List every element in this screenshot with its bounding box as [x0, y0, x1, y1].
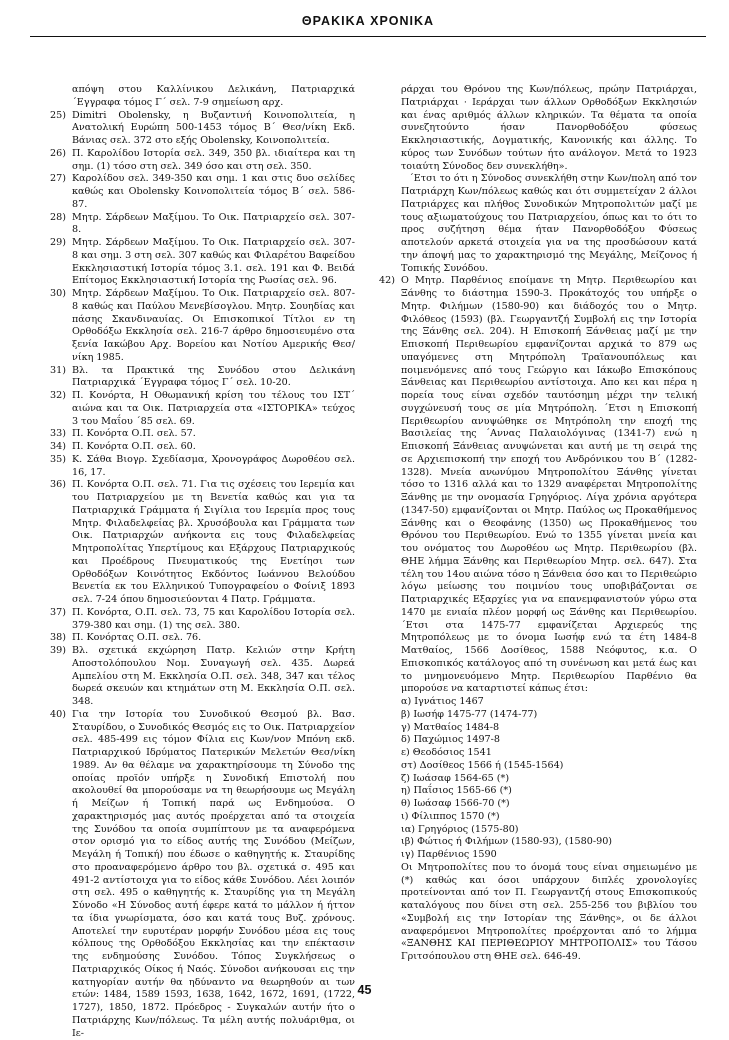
footnote-text: Βλ. σχετικά εκχώρηση Πατρ. Κελιών στην Κρήτη Αποστολόπουλου Νομ. Συναγωγή σελ. 435. Δωρεά Αμπελίου στη Μ. Εκκλησία Ο.Π. σελ. 348, 347 και τέλος δωρεά σκευών και κτημάτων στη Μ. Εκκλησία Ο.Π. σελ. 348. — [72, 645, 355, 709]
footnote — [40, 479, 355, 607]
right-column — [369, 84, 697, 964]
bishop-list-item: ι) Φίλιππος 1570 (*) — [369, 811, 697, 824]
footnote-number: 33) — [40, 428, 72, 441]
footnote-text: Για την Ιστορία του Συνοδικού Θεσμού βλ. Βασ. Σταυρίδου, ο Συνοδικός Θεσμός εις το Οικ. Πατριαρχείον σελ. 485-499 εις τόμον Φίλια εις Κων/νον Μπόνη εκδ. Πατριαρχικού Ιδρύματος Πατερικών Μελετών Θεσ/νίκη 1989. Αν θα θέλαμε να χαρακτηρίσουμε τη Σύνοδο της οποίας προϊόν υπήρξε η Συνοδική Επιστολή που ακολουθεί θα μπορούσαμε να τη θεωρήσουμε ως Μεγάλη ή Μείζων ή Τοπική παρά ως Ενδημούσα. Ο χαρακτηρισμός μας αυτός προέρχεται από τα στοιχεία της Συνόδου τα οποία συμπίπτουν με τα αναφερόμενα στον ορισμό για το είδος αυτής της Συνόδου (Μείζων, Μεγάλη ή Τοπική) που έδωσε ο καθηγητής κ. Σταυρίδης στο προαναφερόμενο άρθρο του βλ. σχετικά σ. 495 και 491-2 αντίστοιχα για το είδος κάθε Συνόδου. Λέει λοιπόν στη σελ. 495 ο καθηγητής κ. Σταυρίδης για τη Μεγάλη Σύνοδο «Η Σύνοδος αυτή έφερε κατά το μάλλον ή ήττον τα ίδια γνωρίσματα, όσο και κατά τους Βυζ. χρόνους. Αποτελεί την ευρυτέραν μορφήν Συνόδου μέσα εις τους κόλπους της Ορθοδόξου Εκκλησίας και την επέκτασιν της ενδημούσης Συνόδου. Τόπος Συγκλήσεως ο Πατριαρχικός Οίκος ή Ναός. Σύνοδοι ανήκουσαι εις την κατηγορίαν αυτήν θα ηδύναντο να θεωρηθούν αι των ετών: 1484, 1589 1593, 1638, 1642, 1672, 1691, (1722, 1727), 1850, 1872. Πρόεδρος - Συγκαλών αυτήν ήτο ο Πατριάρχης Κων/πόλεως. Τα μέλη αυτής πολυάριθμα, οι Ιε- — [72, 709, 355, 1040]
footnote — [40, 607, 355, 633]
footnote — [40, 441, 355, 454]
bishop-list-item: β) Ιωσήφ 1475-77 (1474-77) — [369, 709, 697, 722]
footnote-number: 36) — [40, 479, 72, 607]
footnote-42 — [369, 275, 697, 696]
footnote — [40, 237, 355, 288]
footnote-number: 40) — [40, 709, 72, 1040]
footnote-text: Π. Κονόρτα Ο.Π. σελ. 57. — [72, 428, 355, 441]
footnote-text: Καρολίδου σελ. 349-350 και σημ. 1 και στις δυο σελίδες καθώς και Obolensky Κοινοπολιτεία τόμος Β΄ σελ. 586-87. — [72, 173, 355, 211]
journal-title: ΘΡΑΚΙΚΑ ΧΡΟΝΙΚΑ — [30, 14, 706, 28]
footnote-number: 30) — [40, 288, 72, 365]
footnote-text: Ο Μητρ. Παρθένιος εποίμανε τη Μητρ. Περιθεωρίου και Ξάνθης το διάστημα 1590-3. Προκάτοχός του υπήρξε ο Μητρ. Φιλήμων (1580-90) και διάδοχός του ο Μητρ. Φιλόθεος (1593) (βλ. Γεωργαντζή Συμβολή εις την Ιστορία της Ξάνθης σελ. 204). Η Επισκοπή Ξάνθειας μαζί με την Επισκοπή Περιθεωρίου εμφανίζονται αρχικά το 879 ως υπαγόμενες στη Μητρόπολη Τραϊανουπόλεως και ποιμενόμενες από τους Γεώργιο και Ιάκωβο Επισκόπους Ξάνθειας και Περιθεωρίου αντίστοιχα. Απο κει και πέρα η πορεία τους είναι σχεδόν ταυτόσημη μέχρι την τελική συγχώνευσή τους σε μία Μητρόπολη. ΄Ετσι η Επισκοπή Περιθεωρίου ανυψώθηκε σε Μητρόπολη την εποχή της Βασιλείας της ΄Αννας Παλαιολόγινας (1341-7) ενώ η Επισκοπή Ξάνθειας ανυψώνεται και αυτή με τη σειρά της σε Αρχιεπισκοπή την εποχή του Ανδρόνικου του Β΄ (1282-1328). Μνεία ανωνύμου Μητροπολίτου Ξάνθης γίνεται τόσο το 1316 αλλά και το 1329 αναφέρεται Μητροπολίτης Ξάνθης με την ονομασία Γρηγόριος. Λίγα χρόνια αργότερα (1347-50) εμφανίζονται οι Μητρ. Παύλος ως Προκαθήμενος Ξάνθης και ο Θεοφάνης (1350) ως Προκαθήμενος του Θρόνου του Περιθεωρίου. Ενώ το 1355 γίνεται μνεία και του ονόματος του Δωροθέου ως Μητρ. Περιθεωρίου (βλ. ΘΗΕ λήμμα Ξάνθης και Περιθεωρίου Μητρ. σελ. 647). Στα τέλη του 14ου αιώνα τόσο η Ξάνθεια όσο και το Περιθεώριο λόγω μείωσης του ποιμνίου τους υποβιβάζονται σε Πατριαρχικές Εξαρχίες για να επανεμφανιστούν γύρω στα 1470 με ενιαία πλέον μορφή ως Ξάνθης και Περιθεωρίου. ΄Ετσι στα 1475-77 εμφανίζεται Αρχιερεύς της Μητροπόλεως με το όνομα Ιωσήφ ενώ τα έτη 1484-8 Ματθαίος, 1566 Δοσίθεος, 1588 Νεόφυτος, κ.α. Ο Επισκοπικός κατάλογος από τη συνένωση και μετά έως και το μνημονευόμενο Μητρ. Περιθεωρίου Παρθένιο θα μπορούσε να καταρτιστεί κάπως έτσι: — [401, 275, 697, 696]
footnote-number: 34) — [40, 441, 72, 454]
note-continuation: ράρχαι του Θρόνου της Κων/πόλεως, πρώην Πατριάρχαι, Πατριάρχαι · Ιεράρχαι των άλλων Ορθοδόξων Εκκλησιών και ένας αριθμός άλλων κληρικών. Τα θέματα τα οποία συνεζητούντο ήσαν Πανορθοδόξου φύσεως Εκκλησιαστικής, Δογματικής, Κανονικής και άλλης. Το κύρος των Συνόδων τούτων ήτο ανάλογον. Μετά το 1923 τοιαύτη Σύνοδος δεν συνεκλήθη». — [369, 84, 697, 173]
bishop-list-item: θ) Ιωάσαφ 1566-70 (*) — [369, 798, 697, 811]
footnote-number: 26) — [40, 148, 72, 174]
footnote-number: 31) — [40, 365, 72, 391]
footnote-text: Μητρ. Σάρδεων Μαξίμου. Το Οικ. Πατριαρχείο σελ. 807-8 καθώς και Παύλου Μενεβίσογλου. Μητρ. Σουηδίας και πάσης Σκανδιναυίας. Οι Επισκοπικοί Τίτλοι εν τη Ορθοδόξω Εκκλησία σελ. 216-7 άρθρο δημοσιευμένο στα ξενία Ιακώβου Αρχ. Βορείου και Νοτίου Αμερικής Θεσ/νίκη 1985. — [72, 288, 355, 365]
footnote — [40, 645, 355, 709]
footnote-text: Π. Καρολίδου Ιστορία σελ. 349, 350 βλ. ιδιαίτερα και τη σημ. (1) τόσο στη σελ. 349 όσο και στη σελ. 350. — [72, 148, 355, 174]
footnote-text: Dimitri Obolensky, η Βυζαντινή Κοινοπολιτεία, η Ανατολική Ευρώπη 500-1453 τόμος Β΄ Θεσ/νίκη Εκδ. Βάνιας σελ. 372 στο εξής Obolensky, Κοινοπολιτεία. — [72, 110, 355, 148]
left-column — [40, 84, 355, 1040]
footnote-text: Π. Κονόρτας Ο.Π. σελ. 76. — [72, 632, 355, 645]
footnote-text: Π. Κονόρτα, Η Οθωμανική κρίση του τέλους του ΙΣΤ΄ αιώνα και τα Οικ. Πατριαρχεία στα «ΙΣΤΟΡΙΚΑ» τεύχος 3 του Μαΐου ΄85 σελ. 69. — [72, 390, 355, 428]
footnote — [40, 173, 355, 211]
footnote-text: Μητρ. Σάρδεων Μαξίμου. Το Οικ. Πατριαρχείο σελ. 307-8. — [72, 212, 355, 238]
footnote-number: 27) — [40, 173, 72, 211]
footnote — [40, 148, 355, 174]
footnote-number: 32) — [40, 390, 72, 428]
bishop-list — [369, 696, 697, 862]
bishop-list-item: στ) Δοσίθεος 1566 ή (1545-1564) — [369, 760, 697, 773]
footnote-text: Π. Κονόρτα, Ο.Π. σελ. 73, 75 και Καρολίδου Ιστορία σελ. 379-380 και σημ. (1) της σελ. 380. — [72, 607, 355, 633]
footnote-number: 37) — [40, 607, 72, 633]
bishop-list-item: ιβ) Φώτιος ή Φιλήμων (1580-93), (1580-90) — [369, 836, 697, 849]
bishop-list-item: ε) Θεοδόσιος 1541 — [369, 747, 697, 760]
footnote — [40, 288, 355, 365]
bishop-list-item: η) Παΐσιος 1565-66 (*) — [369, 785, 697, 798]
footnote-number: 29) — [40, 237, 72, 288]
bishop-list-item: α) Ιγνάτιος 1467 — [369, 696, 697, 709]
closing-paragraph: Οι Μητροπολίτες που το όνομά τους είναι σημειωμένο με (*) καθώς και όσοι υπάρχουν διπλές χρονολογίες προτείνονται από τον Π. Γεωργαντζή στους Επισκοπικούς καταλόγους που δίνει στη σελ. 255-256 του βιβλίου του «Συμβολή εις την Ιστορίαν της Ξάνθης», οι δε άλλοι αναφερόμενοι Μητροπολίτες προέρχονται από το λήμμα «ΞΑΝΘΗΣ ΚΑΙ ΠΕΡΙΘΕΩΡΙΟΥ ΜΗΤΡΟΠΟΛΙΣ» του Τάσου Γριτσόπουλου στη ΘΗΕ σελ. 646-49. — [369, 862, 697, 964]
footnote-text: Π. Κονόρτα Ο.Π. σελ. 71. Για τις σχέσεις του Ιερεμία και του Πατριαρχείου με τη Βενετία καθώς και για τα Πατριαρχικά Γράμματα ή Σιγίλια του Ιερεμία προς τους Μητρ. Φιλαδελφείας βλ. Χρυσόβουλα και Γράμματα των Οικ. Πατριαρχών ανήκοντα εις τους Φιλαδελφείας Μητροπολίτας Υπερτίμους και Εξάρχους Πατριαρχικούς και Προέδρους Πνευματικούς της Ενετίησι των Ορθοδόξων Κοινότητος Εκδόντος Ιωάννου Βελούδου Βενετία εκ του Ελληνικού Τυπογραφείου ο Φοίνιξ 1893 σελ. 7-24 όπου δημοσιεύονται 4 Πατρ. Γράμματα. — [72, 479, 355, 607]
bishop-list-item: ιγ) Παρθένιος 1590 — [369, 849, 697, 862]
footnote — [40, 390, 355, 428]
footnote-text: Βλ. τα Πρακτικά της Συνόδου στου Δελικάνη Πατριαρχικά ΄Εγγραφα τόμος Γ΄ σελ. 10-20. — [72, 365, 355, 391]
footnote-number: 42) — [369, 275, 401, 696]
note-paragraph: ΄Ετσι το ότι η Σύνοδος συνεκλήθη στην Κων/πολη από τον Πατριάρχη Κων/πόλεως καθώς και ότι συμμετείχαν 2 άλλοι Πατριάρχες και πλήθος Συνοδικών Μητροπολιτών μαζί με τους αξιωματούχους του Πατριαρχείου, όπως και το ότι το προς συζήτηση θέμα ήταν Πανορθοδόξου Φύσεως αποτελούν αρκετά στοιχεία για να της προσδώσουν κατά την άποψή μας το χαρακτηρισμό της Μεγάλης, Μείζονος ή Τοπικής Συνόδου. — [369, 173, 697, 275]
bishop-list-item: ζ) Ιωάσαφ 1564-65 (*) — [369, 773, 697, 786]
footnote-number: 38) — [40, 632, 72, 645]
footnote — [40, 454, 355, 480]
page-number: 45 — [0, 983, 729, 997]
footnotes-list — [40, 110, 355, 1040]
footnote-number: 35) — [40, 454, 72, 480]
note-continuation: απόψη στου Καλλίνικου Δελικάνη, Πατριαρχικά ΄Εγγραφα τόμος Γ΄ σελ. 7-9 σημείωση αρχ. — [40, 84, 355, 110]
footnote-number: 25) — [40, 110, 72, 148]
running-header — [30, 6, 706, 37]
footnote — [40, 212, 355, 238]
footnote-text: Μητρ. Σάρδεων Μαξίμου. Το Οικ. Πατριαρχείο σελ. 307-8 και σημ. 3 στη σελ. 307 καθώς και Φιλαρέτου Βαφείδου Εκκλησιαστική Ιστορία τόμος 3.1. σελ. 191 και Φ. Βειδά Επίτομος Εκκλησιαστική Ιστορία της Ρωσίας σελ. 96. — [72, 237, 355, 288]
footnote-text: Κ. Σάθα Βιογρ. Σχεδίασμα, Χρονογράφος Δωροθέου σελ. 16, 17. — [72, 454, 355, 480]
footnote — [40, 110, 355, 148]
bishop-list-item: ια) Γρηγόριος (1575-80) — [369, 824, 697, 837]
bishop-list-item: δ) Παχώμιος 1497-8 — [369, 734, 697, 747]
footnote-number: 28) — [40, 212, 72, 238]
bishop-list-item: γ) Ματθαίος 1484-8 — [369, 722, 697, 735]
footnote — [40, 428, 355, 441]
footnote — [40, 632, 355, 645]
footnote-number: 39) — [40, 645, 72, 709]
footnote — [40, 365, 355, 391]
footnote-text: Π. Κονόρτα Ο.Π. σελ. 60. — [72, 441, 355, 454]
